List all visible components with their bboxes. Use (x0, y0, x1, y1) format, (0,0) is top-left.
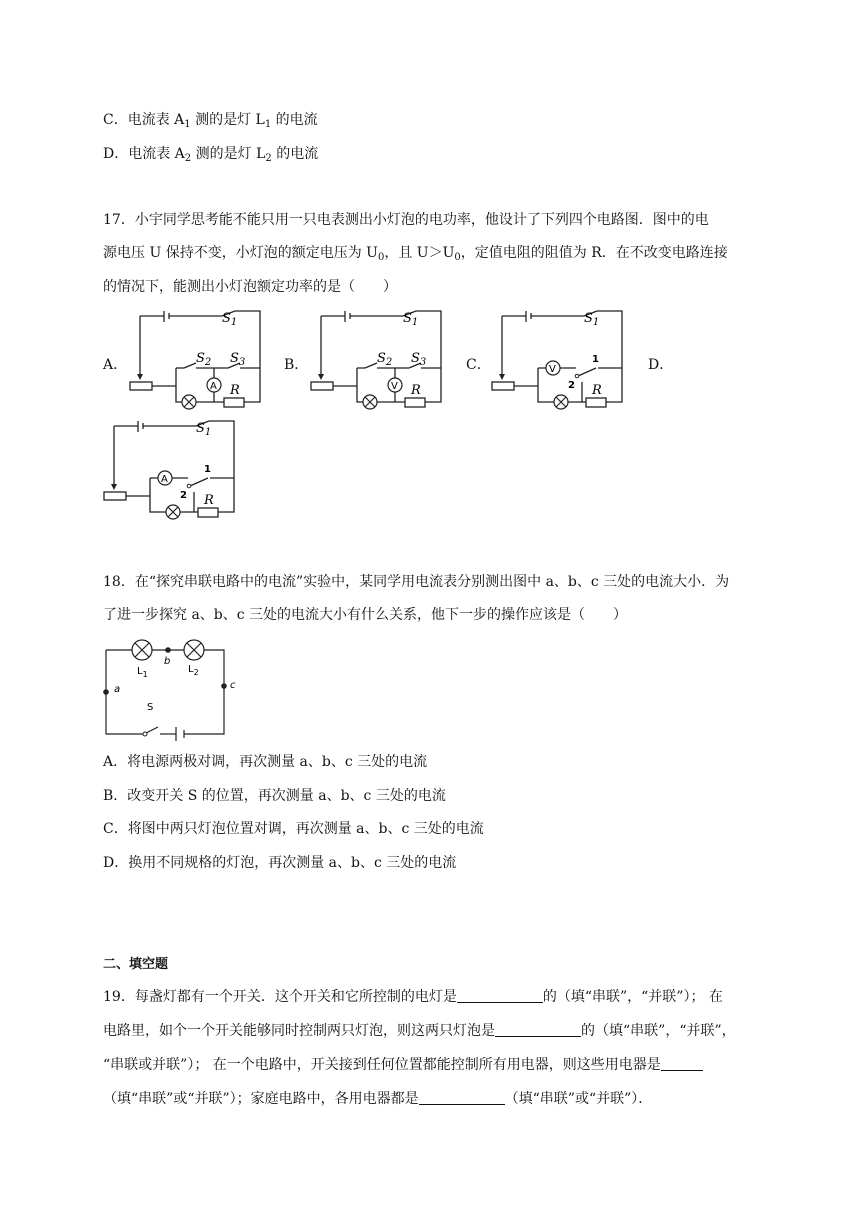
ammeter-label: A (161, 474, 168, 485)
point-c-label: c (230, 680, 236, 691)
q17-circuit-c (488, 310, 628, 415)
s2-label: $S_2$ (377, 351, 393, 368)
switch-s-label: S (147, 702, 154, 713)
q18-line1: 18．在“探究串联电路中的电流”实验中，某同学用电流表分别测出图中 a、b、c 三处的电流大小．为 (103, 574, 730, 590)
q17-circuit-d (100, 420, 240, 525)
s1-label: $S_1$ (196, 421, 212, 438)
q19-line2: 电路里，如个一个开关能够同时控制两只灯泡，则这两只灯泡是 的（填“串联”，“并联”， (103, 1023, 736, 1039)
s1-label: $S_1$ (222, 311, 238, 328)
q17-label-a: A． (103, 357, 128, 373)
pos2-label: 2 (180, 490, 187, 501)
q17-line3: 的情况下，能测出小灯泡额定功率的是（ ） (103, 279, 397, 295)
q18-option-d: D．换用不同规格的灯泡，再次测量 a、b、c 三处的电流 (103, 855, 457, 871)
q18-option-c: C．将图中两只灯泡位置对调，再次测量 a、b、c 三处的电流 (103, 821, 484, 837)
q17-line2: 源电压 U 保持不变，小灯泡的额定电压为 $U_0$，且 $U>U_0$，定值电阻的阻值为 R．在不改变电路连接 (103, 245, 728, 263)
voltmeter-label: V (549, 364, 556, 375)
pos2-label: 2 (568, 380, 575, 391)
r-label: R (592, 383, 602, 398)
q17-label-c: C． (466, 357, 491, 373)
r-label: R (204, 493, 214, 508)
point-b-label: b (164, 656, 171, 667)
s3-label: $S_3$ (411, 351, 427, 368)
q18-series-circuit (100, 632, 250, 744)
q17-label-d: D． (648, 357, 674, 373)
answer-blank-1 (457, 988, 543, 1003)
s3-label: $S_3$ (230, 351, 246, 368)
answer-blank-4 (419, 1090, 505, 1105)
q17-circuit-a (126, 310, 266, 415)
ammeter-label: A (210, 381, 217, 392)
pos1-label: 1 (592, 354, 599, 365)
q18-option-a: A．将电源两极对调，再次测量 a、b、c 三处的电流 (103, 754, 428, 770)
answer-blank-3 (661, 1056, 703, 1071)
s1-label: $S_1$ (403, 311, 419, 328)
answer-blank-2 (495, 1022, 581, 1037)
q19-line3: “串联或并联”）； 在一个电路中，开关接到任何位置都能控制所有用电器，则这些用电器是 (103, 1055, 703, 1075)
q17-line1: 17．小宇同学思考能不能只用一只电表测出小灯泡的电功率，他设计了下列四个电路图．图中的电 (103, 212, 709, 228)
q16-option-c: C．电流表 $A_1$ 测的是灯 $L_1$ 的电流 (103, 112, 318, 130)
l1-label: $L_1$ (137, 666, 148, 679)
pos1-label: 1 (204, 464, 211, 475)
q17-circuit-b (307, 310, 447, 415)
q16-option-d: D．电流表 $A_2$ 测的是灯 $L_2$ 的电流 (103, 146, 319, 164)
q17-label-b: B． (284, 357, 309, 373)
r-label: R (411, 383, 421, 398)
q19-line1: 19．每盏灯都有一个开关．这个开关和它所控制的电灯是 的（填“串联”，“并联”）； 在 (103, 989, 723, 1005)
s1-label: $S_1$ (584, 311, 600, 328)
r-label: R (230, 383, 240, 398)
voltmeter-label: V (391, 381, 398, 392)
q18-option-b: B．改变开关 S 的位置，再次测量 a、b、c 三处的电流 (103, 788, 446, 804)
q19-line4: （填“串联”或“并联”）；家庭电路中，各用电器都是 （填“串联”或“并联”）． (103, 1091, 653, 1107)
s2-label: $S_2$ (196, 351, 212, 368)
section-title: 二、填空题 (103, 957, 169, 972)
q18-line2: 了进一步探究 a、b、c 三处的电流大小有什么关系，他下一步的操作应该是（ ） (103, 607, 628, 623)
l2-label: $L_2$ (188, 664, 199, 677)
point-a-label: a (114, 684, 121, 695)
